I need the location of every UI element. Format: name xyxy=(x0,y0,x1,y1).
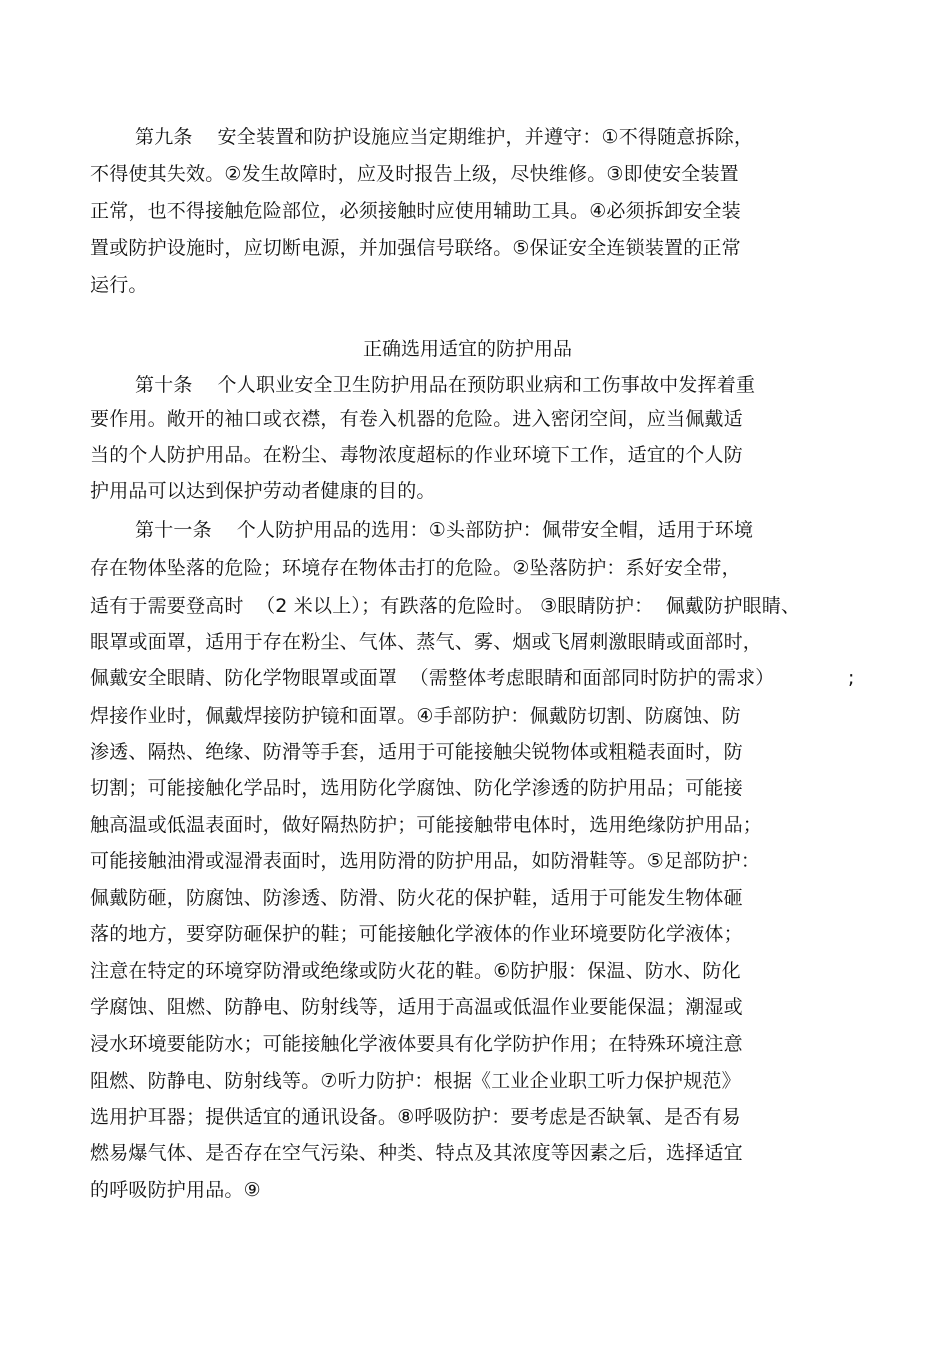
article-11-line-17: 选用护耳器；提供适宜的通讯设备。⑧呼吸防护：要考虑是否缺氧、是否有易 xyxy=(90,1106,741,1128)
article-10-line-3: 当的个人防护用品。在粉尘、毒物浓度超标的作业环境下工作，适宜的个人防 xyxy=(90,444,743,466)
article-11-line-3: 适有于需要登高时 （2 米以上）；有跌落的危险时。 ③眼睛防护： 佩戴防护眼睛、 xyxy=(90,595,801,617)
article-11-line-4: 眼罩或面罩，适用于存在粉尘、气体、蒸气、雾、烟或飞屑刺激眼睛或面部时， xyxy=(90,631,763,653)
article-11-trailing-semicolon: ; xyxy=(848,667,855,689)
article-11-line-5: 佩戴安全眼睛、防化学物眼罩或面罩 （需整体考虑眼睛和面部同时防护的需求） xyxy=(90,667,775,689)
article-11-line-7: 渗透、隔热、绝缘、防滑等手套，适用于可能接触尖锐物体或粗糙表面时，防 xyxy=(90,741,743,763)
section-heading: 正确选用适宜的防护用品 xyxy=(362,338,572,360)
article-10-line-1: 第十条 个人职业安全卫生防护用品在预防职业病和工伤事故中发挥着重 xyxy=(135,374,756,396)
article-11-line-13: 注意在特定的环境穿防滑或绝缘或防火花的鞋。⑥防护服：保温、防水、防化 xyxy=(90,960,741,982)
article-10-line-2: 要作用。敞开的袖口或衣襟，有卷入机器的危险。进入密闭空间，应当佩戴适 xyxy=(90,408,743,430)
article-11-line-16: 阻燃、防静电、防射线等。⑦听力防护：根据《工业企业职工听力保护规范》 xyxy=(90,1070,741,1092)
article-11-line-15: 浸水环境要能防水；可能接触化学液体要具有化学防护作用；在特殊环境注意 xyxy=(90,1033,743,1055)
article-9-line-3: 正常，也不得接触危险部位，必须接触时应使用辅助工具。④必须拆卸安全装 xyxy=(90,200,741,222)
article-11-line-18: 燃易爆气体、是否存在空气污染、种类、特点及其浓度等因素之后，选择适宜 xyxy=(90,1142,743,1164)
article-11-line-8: 切割；可能接触化学品时，选用防化学腐蚀、防化学渗透的防护用品；可能接 xyxy=(90,777,743,799)
article-11-line-2: 存在物体坠落的危险；环境存在物体击打的危险。②坠落防护：系好安全带， xyxy=(90,557,741,579)
article-11-line-1: 第十一条 个人防护用品的选用：①头部防护：佩带安全帽，适用于环境 xyxy=(135,519,754,541)
article-10-line-4: 护用品可以达到保护劳动者健康的目的。 xyxy=(90,480,436,502)
article-11-line-19: 的呼吸防护用品。⑨ xyxy=(90,1179,261,1201)
article-11-line-11: 佩戴防砸，防腐蚀、防渗透、防滑、防火花的保护鞋，适用于可能发生物体砸 xyxy=(90,887,743,909)
article-11-line-12: 落的地方，要穿防砸保护的鞋；可能接触化学液体的作业环境要防化学液体； xyxy=(90,923,743,945)
article-11-line-9: 触高温或低温表面时，做好隔热防护；可能接触带电体时，选用绝缘防护用品； xyxy=(90,814,763,836)
article-11-line-14: 学腐蚀、阻燃、防静电、防射线等，适用于高温或低温作业要能保温；潮湿或 xyxy=(90,996,743,1018)
article-9-line-5: 运行。 xyxy=(90,274,148,296)
article-9-line-4: 置或防护设施时，应切断电源，并加强信号联络。⑤保证安全连锁装置的正常 xyxy=(90,237,741,259)
article-11-line-6: 焊接作业时，佩戴焊接防护镜和面罩。④手部防护：佩戴防切割、防腐蚀、防 xyxy=(90,705,741,727)
article-11-line-10: 可能接触油滑或湿滑表面时，选用防滑的防护用品，如防滑鞋等。⑤足部防护： xyxy=(90,850,761,872)
article-9-line-2: 不得使其失效。②发生故障时，应及时报告上级，尽快维修。③即使安全装置 xyxy=(90,163,739,185)
article-9-line-1: 第九条 安全装置和防护设施应当定期维护，并遵守：①不得随意拆除， xyxy=(135,126,754,148)
